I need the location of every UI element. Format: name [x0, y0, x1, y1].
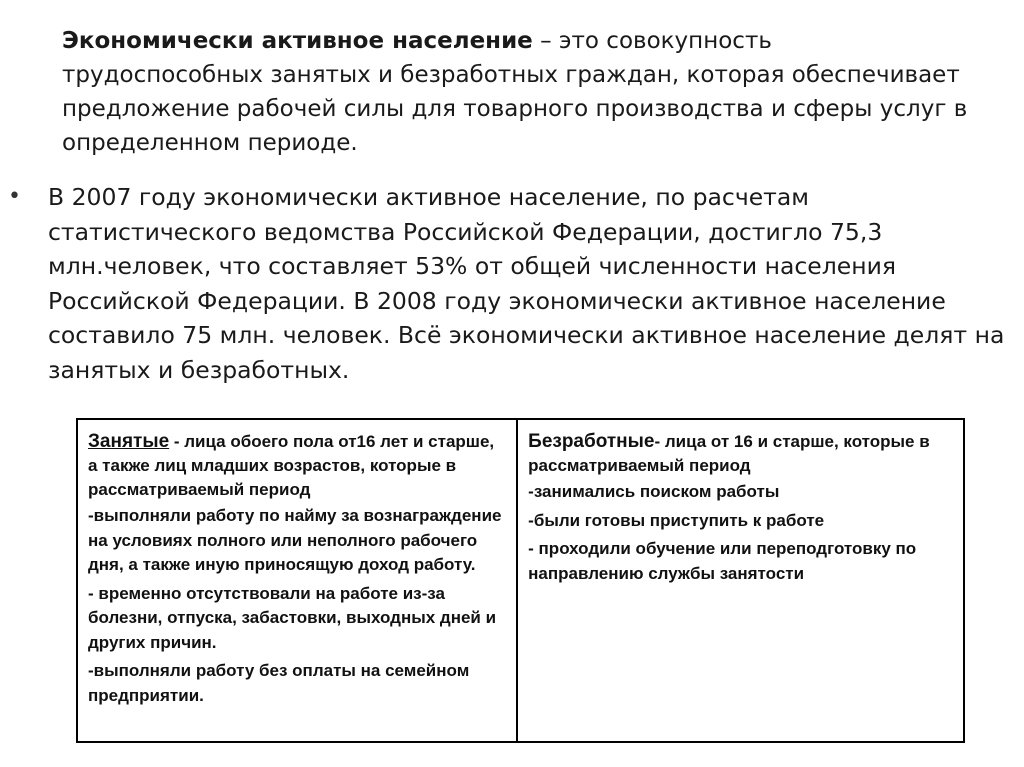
employed-item: -выполняли работу без оплаты на семейном предприятии. — [88, 661, 470, 705]
statistics-text: В 2007 году экономически активное население, по расчетам статистического ведомства Российской Федерации, достигло 75,3 млн.человек, что составляет 53% от общей численности населения Российской Федерации. В 2008 году экономически активное население составило 75 млн. человек. Всё экономически активное население делят на занятых и безработных. — [48, 183, 1005, 384]
employed-definition — [88, 430, 508, 502]
employed-item: - временно отсутствовали на работе из-за болезни, отпуска, забастовки, выходных дней и других причин. — [88, 583, 497, 652]
employed-title: Занятые — [88, 431, 170, 452]
unemployed-intro: - лица от 16 и старше, которые в рассматриваемый период — [528, 432, 930, 475]
unemployed-item: - проходили обучение или переподготовку по направлению службы занятости — [528, 539, 917, 583]
employed-item: -выполняли работу по найму за вознаграждение на условиях полного или неполного рабочего дня, а также иную приносящую доход работу. — [88, 506, 502, 574]
unemployed-definition — [528, 430, 955, 478]
bullet-marker-icon: • — [8, 184, 21, 209]
definition-paragraph — [62, 24, 972, 160]
definition-text: – это совокупность трудоспособных занятых и безработных граждан, которая обеспечивает предложение рабочей силы для товарного производства и сферы услуг в определенном периоде. — [62, 28, 968, 156]
definition-term: Экономически активное население — [62, 28, 533, 54]
unemployed-item: -были готовы приступить к работе — [528, 510, 825, 530]
population-categories-table — [76, 418, 965, 743]
employed-intro: - лица обоего пола от16 лет и старше, а также лиц младших возрастов, которые в рассматриваемый период — [88, 432, 495, 499]
employed-cell — [77, 419, 517, 742]
unemployed-title: Безработные — [528, 431, 655, 452]
unemployed-item: -занимались поиском работы — [528, 482, 780, 501]
unemployed-cell — [517, 419, 964, 742]
table-row — [77, 419, 964, 742]
